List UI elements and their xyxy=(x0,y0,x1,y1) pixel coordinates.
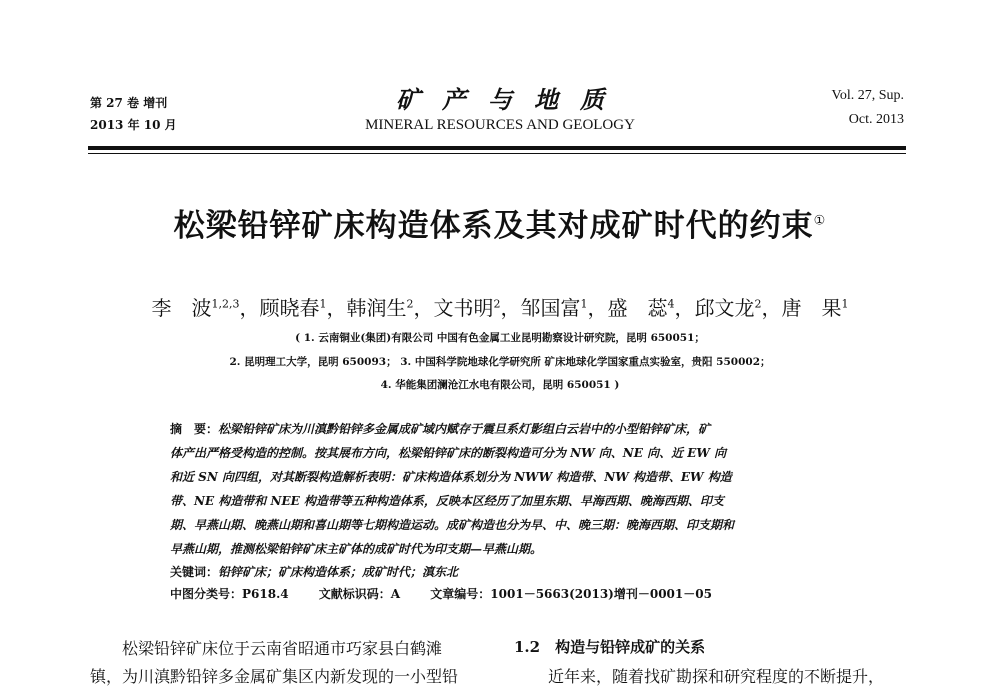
author-affil-mark: 2 xyxy=(406,297,414,311)
abstract-text: 松梁铅锌矿床为川滇黔铅锌多金属成矿域内赋存于震旦系灯影组白云岩中的小型铅锌矿床，矿 xyxy=(218,422,711,436)
abstract-line xyxy=(170,420,710,437)
affiliation-line: ( 1. 云南铜业(集团)有限公司 中国有色金属工业昆明勘察设计研究院，昆明 650051； xyxy=(295,332,705,344)
document-code: 文献标识码：A xyxy=(318,587,401,601)
body-text-right: 近年来，随着找矿勘探和研究程度的不断提升， xyxy=(548,667,885,686)
author-name: 李 波 xyxy=(151,296,212,320)
date-cn: 2013 年 10 月 xyxy=(90,118,177,132)
section-heading: 1.2 构造与铅锌成矿的关系 xyxy=(514,638,706,656)
header-right xyxy=(832,84,904,132)
author-name: 文书明 xyxy=(433,296,494,320)
author-affil-mark: 1,2,3 xyxy=(211,297,240,311)
author-affil-mark: 1 xyxy=(841,297,849,311)
author-name: 邱文龙 xyxy=(694,296,755,320)
abstract-line: 期、早燕山期、晚燕山期和喜山期等七期构造运动。成矿构造也分为早、中、晚三期：晚海西期、印支期和 xyxy=(170,518,735,532)
author-name: 盛 蕊 xyxy=(607,296,668,320)
header-rule-thin xyxy=(88,153,906,154)
classification-line xyxy=(170,585,738,602)
author-name: 韩润生 xyxy=(346,296,407,320)
paper-title xyxy=(0,200,1000,245)
abstract-line: 带、NE 构造带和 NEE 构造带等五种构造体系，反映本区经历了加里东期、早海西期、晚海西期、印支 xyxy=(170,494,724,508)
header-rule-thick xyxy=(88,146,906,150)
author-list: 李 波$^{1,2,3}$，顾晓春$^1$，韩润生$^2$，文书明$^2$，邹国富$^1$，盛 蕊$^4$，邱文龙$^2$，唐 果$^1$ xyxy=(151,296,849,320)
article-number: 文章编号：1001－5663(2013)增刊－0001－05 xyxy=(430,587,712,601)
affiliation-line: 2. 昆明理工大学，昆明 650093； 3. 中国科学院地球化学研究所 矿床地球化学国家重点实验室，贵阳 550002； xyxy=(229,356,771,368)
abstract-line: 和近 SN 向四组，对其断裂构造解析表明：矿床构造体系划分为 NWW 构造带、NW 构造带、EW 构造 xyxy=(170,470,732,484)
affiliation-line: 4. 华能集团澜沧江水电有限公司，昆明 650051 ) xyxy=(380,379,620,391)
author-name: 唐 果 xyxy=(781,296,842,320)
author-affil-mark: 2 xyxy=(493,297,501,311)
abstract-line: 体产出严格受构造的控制。按其展布方向，松梁铅锌矿床的断裂构造可分为 NW 向、NE 向、近 EW 向 xyxy=(170,446,727,460)
keywords-label: 关键词： xyxy=(170,565,219,579)
clc-number: 中图分类号：P618.4 xyxy=(170,587,289,601)
journal-name-cn: 矿产与地质 xyxy=(396,85,626,114)
author-affil-mark: 4 xyxy=(667,297,675,311)
abstract-line: 早燕山期，推测松梁铅锌矿床主矿体的成矿时代为印支期—早燕山期。 xyxy=(170,542,543,556)
body-text-left: 松梁铅锌矿床位于云南省昭通市巧家县白鹤滩 xyxy=(122,639,443,658)
volume-cn: 第 27 卷 增刊 xyxy=(90,96,168,110)
title-text: 松梁铅锌矿床构造体系及其对成矿时代的约束 xyxy=(173,208,814,244)
author-name: 邹国富 xyxy=(520,296,581,320)
date-en: Oct. 2013 xyxy=(848,112,904,127)
abstract-label: 摘 要： xyxy=(170,422,219,436)
author-affil-mark: 2 xyxy=(754,297,762,311)
keywords-line xyxy=(170,563,458,580)
journal-name-en: MINERAL RESOURCES AND GEOLOGY xyxy=(365,117,635,133)
author-affil-mark: 1 xyxy=(580,297,588,311)
title-footnote-mark: ① xyxy=(813,213,827,229)
keywords-text: 铅锌矿床；矿床构造体系；成矿时代；滇东北 xyxy=(218,565,459,579)
volume-en: Vol. 27, Sup. xyxy=(831,88,904,103)
author-affil-mark: 1 xyxy=(319,297,327,311)
body-text-left: 镇，为川滇黔铅锌多金属矿集区内新发现的一小型铅 xyxy=(90,667,459,686)
author-name: 顾晓春 xyxy=(259,296,320,320)
